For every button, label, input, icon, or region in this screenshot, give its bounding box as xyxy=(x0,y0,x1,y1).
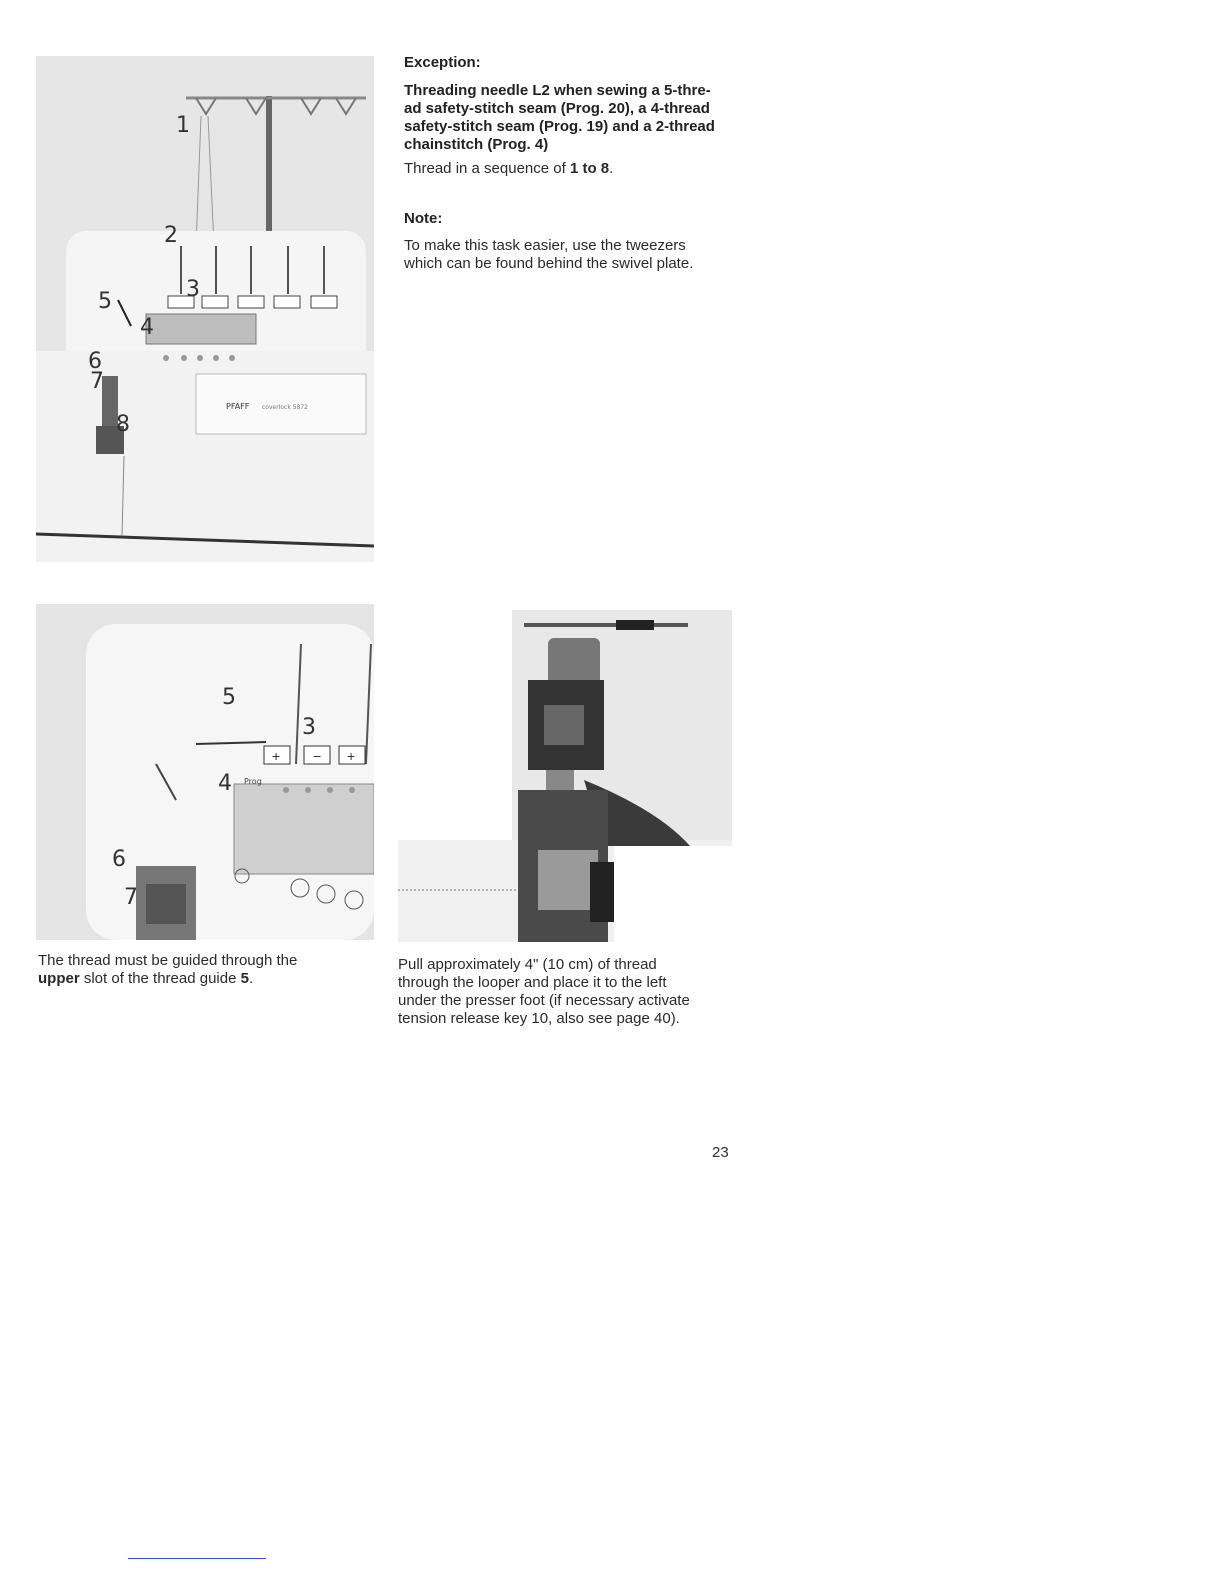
caption-right-line-1: Pull approximately 4" (10 cm) of thread xyxy=(398,956,657,973)
figure-thread-guide xyxy=(36,604,374,940)
caption-right-line-2: through the looper and place it to the left xyxy=(398,974,667,991)
callout-6: 6 xyxy=(112,847,126,872)
callout-2: 2 xyxy=(164,223,178,248)
exception-line-1: Threading needle L2 when sewing a 5-thre- xyxy=(404,82,711,99)
panel-label: Prog xyxy=(244,777,262,786)
brand-label: PFAFF xyxy=(226,402,250,411)
sequence-bold: 1 to 8 xyxy=(569,160,610,177)
callout-3: 3 xyxy=(186,277,200,302)
svg-text:+: + xyxy=(272,748,281,764)
sequence-suffix: . xyxy=(609,160,614,177)
caption-left-bold: upper xyxy=(38,970,80,987)
exception-line-4: chainstitch (Prog. 4) xyxy=(404,136,549,153)
thread-guide-illustration xyxy=(36,604,374,940)
caption-left-rest: slot of the thread guide xyxy=(79,970,241,987)
callout-4: 4 xyxy=(218,771,232,796)
exception-line-2: ad safety-stitch seam (Prog. 20), a 4-thread xyxy=(404,100,710,117)
callout-1: 1 xyxy=(176,113,190,138)
footer-divider xyxy=(128,1558,266,1559)
callout-3: 3 xyxy=(302,715,316,740)
caption-left-line-2 xyxy=(38,970,368,988)
svg-text:+: + xyxy=(347,748,356,764)
caption-right xyxy=(398,956,738,1028)
callout-7: 7 xyxy=(124,885,138,910)
callout-8: 8 xyxy=(116,412,130,437)
caption-left xyxy=(38,952,368,988)
caption-right-line-3: under the presser foot (if necessary activate xyxy=(398,992,690,1009)
note-body xyxy=(404,237,744,273)
note-heading: Note: xyxy=(404,210,443,227)
caption-left-num: 5 xyxy=(240,970,249,987)
caption-left-line-1: The thread must be guided through the xyxy=(38,952,298,969)
exception-line-3: safety-stitch seam (Prog. 19) and a 2-thread xyxy=(404,118,715,135)
callout-7: 7 xyxy=(90,369,104,394)
note-line-2: which can be found behind the swivel plate. xyxy=(404,255,694,272)
callout-6: 6 xyxy=(88,349,102,374)
exception-heading: Exception: xyxy=(404,54,481,71)
figure-presser-foot xyxy=(398,610,732,942)
note-line-1: To make this task easier, use the tweezers xyxy=(404,237,686,254)
caption-left-end: . xyxy=(248,970,254,987)
callout-5: 5 xyxy=(98,289,112,314)
page-number: 23 xyxy=(712,1144,729,1161)
figure-top-machine xyxy=(36,56,374,562)
sequence-prefix: Thread in a sequence of xyxy=(404,160,570,177)
model-label: coverlock 5872 xyxy=(262,404,308,411)
machine-illustration xyxy=(36,56,374,562)
exception-body xyxy=(404,82,744,154)
sequence-text xyxy=(404,160,613,178)
callout-4: 4 xyxy=(140,315,154,340)
presser-foot-illustration xyxy=(398,610,732,942)
callout-5: 5 xyxy=(222,685,236,710)
svg-text:−: − xyxy=(313,748,322,764)
caption-right-line-4: tension release key 10, also see page 40). xyxy=(398,1010,680,1027)
